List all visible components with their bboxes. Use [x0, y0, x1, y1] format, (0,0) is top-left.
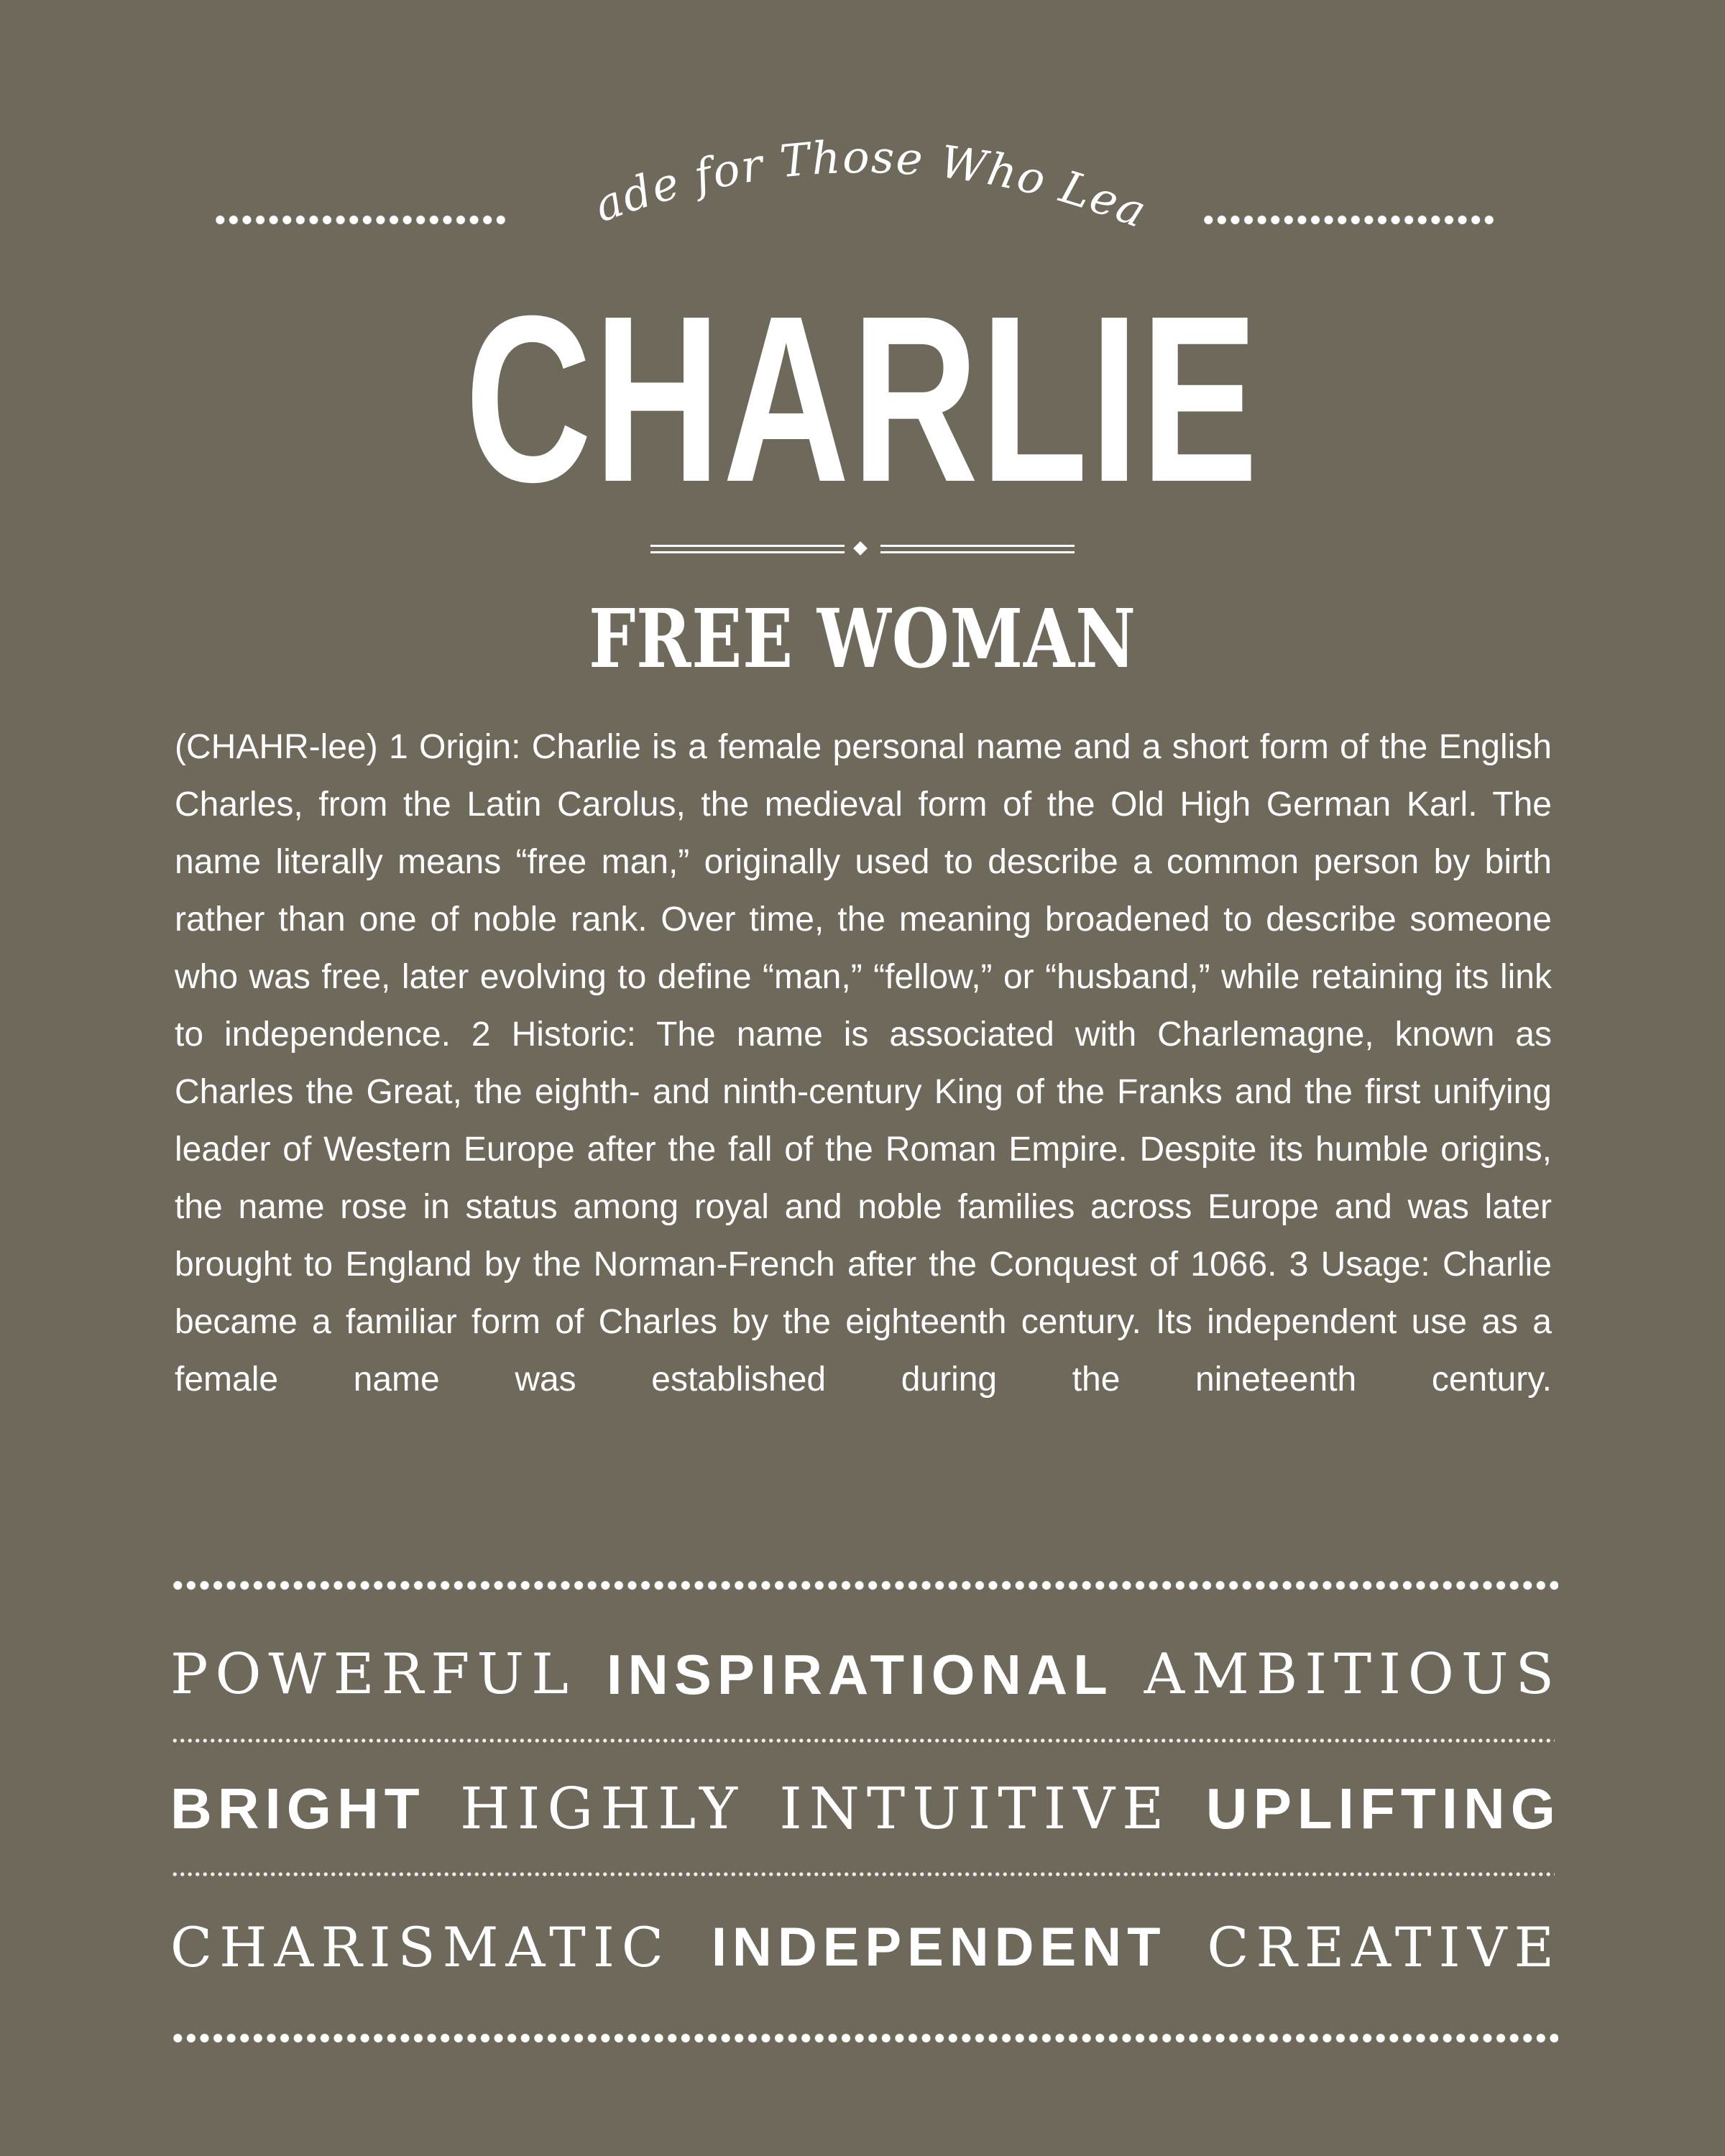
- trait-word: BRIGHT: [170, 1777, 426, 1841]
- diamond-icon: [853, 541, 868, 556]
- tagline-arc: [523, 80, 1179, 244]
- name-description: (CHAHR-lee) 1 Origin: Charlie is a female personal name and a short form of the English Charles, from the Latin Carolus, the medieval form of the Old High German Karl. The name literally means “free man,” originally used to describe a common person by birth rather than one of noble rank. Over time, the meaning broadened to describe someone who was free, later evolving to define “man,” “fellow,” or “husband,” while retaining its link to independence. 2 Historic: The name is associated with Charlemagne, known as Charles the Great, the eighth- and ninth-century King of the Franks and the first unifying leader of Western Europe after the fall of the Roman Empire. Despite its humble origins, the name rose in status among royal and noble families across Europe and was later brought to England by the Norman-French after the Conquest of 1066. 3 Usage: Charlie became a familiar form of Charles by the eighteenth century. Its independent use as a female name was established during the nineteenth century.: [175, 728, 1552, 1399]
- trait-row-1: [170, 1631, 1561, 1718]
- dotted-rule-bottom: [171, 2032, 1558, 2044]
- trait-row-3: [170, 1904, 1561, 1991]
- trait-word: INTUITIVE: [779, 1775, 1172, 1842]
- name-meaning: FREE WOMAN: [589, 592, 1136, 686]
- trait-word: POWERFUL: [170, 1642, 576, 1707]
- trait-word: AMBITIOUS: [1144, 1642, 1561, 1707]
- trait-word: INDEPENDENT: [711, 1917, 1167, 1978]
- trait-row-2: [170, 1766, 1561, 1852]
- tagline: Made for Those Who Lead: [523, 80, 1155, 239]
- trait-word: UPLIFTING: [1205, 1777, 1561, 1841]
- tagline-dotted-rule-right: [1202, 214, 1496, 226]
- tagline-dotted-rule-left: [213, 214, 508, 226]
- trait-word: INSPIRATIONAL: [606, 1643, 1113, 1706]
- name-title: CHARLIE: [464, 266, 1261, 531]
- trait-word: CHARISMATIC: [170, 1915, 671, 1979]
- dotted-rule-top: [171, 1580, 1558, 1591]
- double-line-diamond-divider: [650, 542, 1075, 559]
- divider-line-left: [650, 545, 845, 553]
- trait-word: HIGHLY: [460, 1775, 745, 1842]
- dotted-rule-fine-1: [171, 1738, 1555, 1743]
- dotted-rule-fine-2: [171, 1871, 1555, 1877]
- tagline-text: [522, 80, 1154, 239]
- tagline-row: [0, 80, 1725, 244]
- trait-word: CREATIVE: [1207, 1915, 1561, 1979]
- divider-line-right: [880, 545, 1075, 553]
